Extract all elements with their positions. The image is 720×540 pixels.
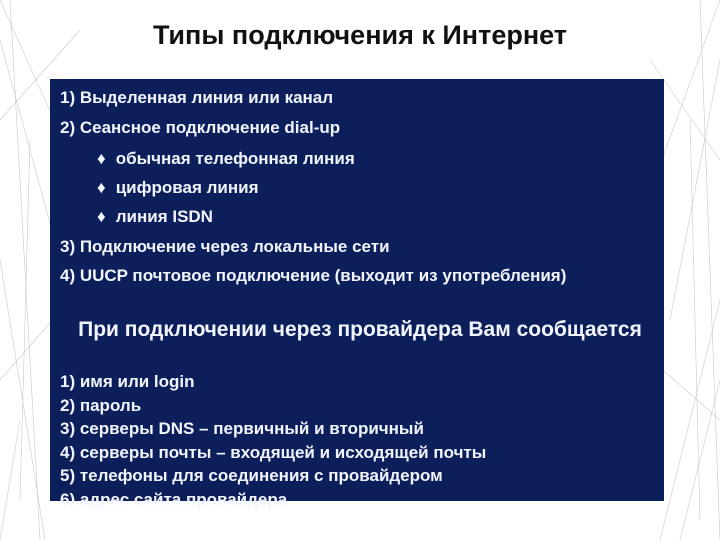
provider-info-item: 1) имя или login: [60, 372, 195, 391]
provider-info-heading: При подключении через провайдера Вам сообщается: [78, 318, 642, 341]
connection-type-item: 4) UUCP почтовое подключение (выходит из употребления): [60, 266, 567, 285]
connection-type-item: 3) Подключение через локальные сети: [60, 237, 390, 256]
provider-info-item: 6) адрес сайта провайдера: [60, 489, 288, 509]
dialup-subtype-item: [97, 149, 355, 169]
diamond-bullet-icon: ♦: [97, 178, 106, 197]
provider-info-list: [60, 370, 486, 511]
provider-info-item: 3) серверы DNS – первичный и вторичный: [60, 419, 424, 438]
dialup-subtype-label: линия ISDN: [115, 207, 213, 226]
diamond-bullet-icon: ♦: [97, 207, 106, 226]
provider-info-item: 2) пароль: [60, 395, 142, 415]
slide-title: Типы подключения к Интернет: [152, 20, 568, 50]
dialup-subtype-label: обычная телефонная линия: [115, 149, 355, 168]
diamond-bullet-icon: ♦: [97, 149, 106, 168]
connection-type-item: 1) Выделенная линия или канал: [60, 88, 334, 107]
dialup-subtype-item: [97, 178, 259, 198]
provider-info-item: 4) серверы почты – входящей и исходящей почты: [60, 442, 487, 462]
dialup-subtype-label: цифровая линия: [115, 178, 259, 197]
dialup-subtype-item: [97, 207, 213, 227]
provider-info-item: 5) телефоны для соединения с провайдером: [60, 466, 443, 485]
connection-type-item: 2) Сеансное подключение dial-up: [60, 118, 341, 137]
